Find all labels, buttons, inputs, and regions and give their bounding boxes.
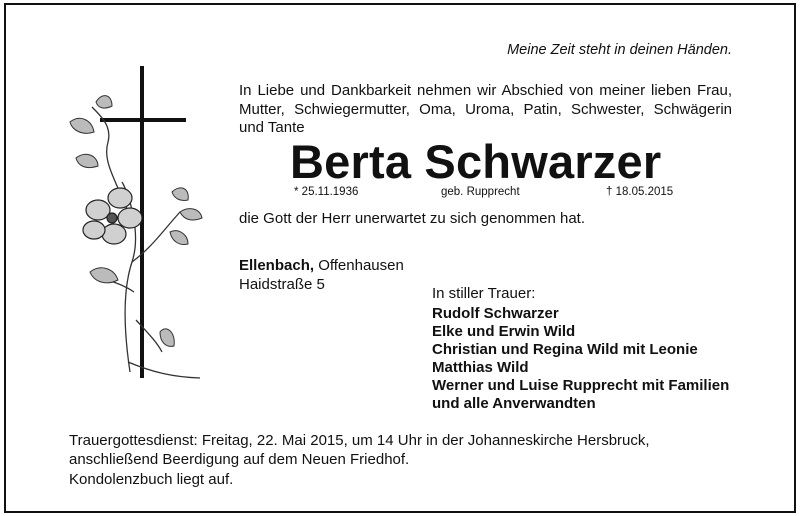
- address-town: [239, 257, 404, 276]
- service-line: Trauergottesdienst: Freitag, 22. Mai 2015, um 14 Uhr in der Johanneskirche Hersbruck,: [69, 432, 650, 449]
- flower-blossom-icon: [83, 188, 142, 244]
- intro-line: und Tante: [239, 119, 305, 136]
- mourner-entry: Elke und Erwin Wild: [432, 323, 576, 340]
- intro-line: In Liebe und Dankbarkeit nehmen wir Abschied von meiner lieben Frau,: [239, 82, 732, 99]
- mourners-list: [432, 305, 729, 413]
- birth-date: * 25.11.1936: [294, 186, 359, 198]
- address-street: Haidstraße 5: [239, 275, 325, 293]
- address-town-bold: Ellenbach,: [239, 257, 315, 274]
- maiden-name: geb. Rupprecht: [441, 186, 520, 198]
- death-date: † 18.05.2015: [606, 186, 674, 198]
- intro-line: Mutter, Schwiegermutter, Oma, Uroma, Patin, Schwester, Schwägerin: [239, 100, 732, 118]
- statement: die Gott der Herr unerwartet zu sich genommen hat.: [239, 210, 585, 227]
- mourner-entry: Rudolf Schwarzer: [432, 305, 559, 322]
- mourner-entry: und alle Anverwandten: [432, 395, 596, 412]
- mourner-entry: Werner und Luise Rupprecht mit Familien: [432, 377, 730, 394]
- mourners-heading: In stiller Trauer:: [432, 285, 536, 302]
- condolence-note: Kondolenzbuch liegt auf.: [69, 471, 234, 488]
- intro-text: [239, 82, 732, 138]
- address-block: [239, 257, 404, 294]
- mourner-entry: Matthias Wild: [432, 359, 529, 376]
- address-town-rest: Offenhausen: [314, 257, 404, 274]
- mourner-entry: Christian und Regina Wild mit Leonie: [432, 341, 698, 358]
- motto: Meine Zeit steht in deinen Händen.: [507, 42, 732, 58]
- service-line: anschließend Beerdigung auf dem Neuen Friedhof.: [69, 450, 410, 468]
- service-info: [69, 432, 650, 469]
- deceased-name: Berta Schwarzer: [290, 135, 662, 188]
- cross-flower-illustration: [62, 62, 212, 392]
